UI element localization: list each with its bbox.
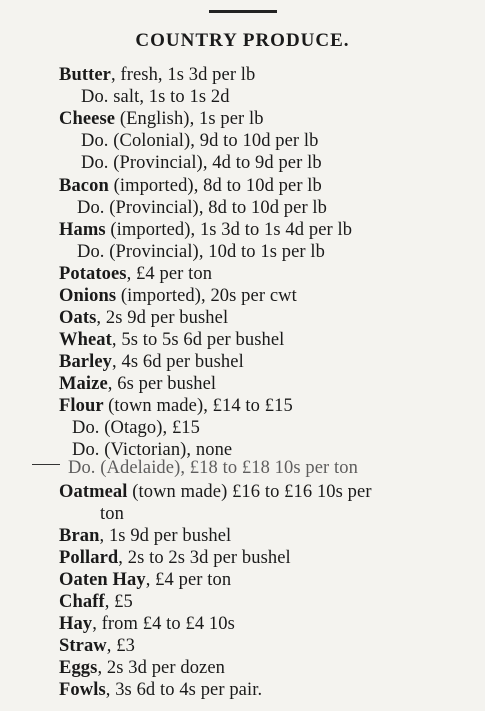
list-item: Eggs, 2s 3d per dozen [59,658,226,678]
list-item: Do. (Otago), £15 [72,418,200,438]
list-item: Do. (Colonial), 9d to 10d per lb [81,131,319,151]
item-name: Bacon [59,176,114,196]
list-item: Barley, 4s 6d per bushel [59,352,244,372]
list-item: Wheat, 5s to 5s 6d per bushel [59,330,285,350]
list-item: Cheese (English), 1s per lb [59,109,264,129]
list-item: Do. (Provincial), 4d to 9d per lb [81,153,322,173]
list-item: Hay, from £4 to £4 10s [59,614,235,634]
page-title: COUNTRY PRODUCE. [135,30,350,51]
list-item: Chaff, £5 [59,592,133,612]
list-item: Do. (Adelaide), £18 to £18 10s per ton [68,458,358,478]
list-item: Do. (Provincial), 10d to 1s per lb [77,242,325,262]
item-name: Potatoes [59,264,127,284]
item-name: Barley [59,352,113,372]
item-name: Eggs [59,658,98,678]
item-name: Hay [59,614,93,634]
list-item: ton [100,504,124,524]
list-item: Hams (imported), 1s 3d to 1s 4d per lb [59,220,353,240]
item-name: Bran [59,526,100,546]
list-item: Butter, fresh, 1s 3d per lb [59,65,256,85]
list-item: Straw, £3 [59,636,135,656]
list-item: Oaten Hay, £4 per ton [59,570,232,590]
item-name: Hams [59,220,111,240]
list-item: Bran, 1s 9d per bushel [59,526,232,546]
item-name: Onions [59,286,121,306]
list-item: Fowls, 3s 6d to 4s per pair. [59,680,263,700]
header-rule [209,10,277,13]
list-item: Flour (town made), £14 to £15 [59,396,293,416]
tear-mark [32,464,60,465]
list-item: Oatmeal (town made) £16 to £16 10s per [59,482,372,502]
list-item: Do. salt, 1s to 1s 2d [81,87,230,107]
list-item: Oats, 2s 9d per bushel [59,308,229,328]
item-name: Chaff [59,592,105,612]
list-item: Potatoes, £4 per ton [59,264,213,284]
item-name: Straw [59,636,107,656]
item-name: Butter [59,65,111,85]
item-name: Wheat [59,330,112,350]
item-name: Cheese [59,109,120,129]
item-name: Flour [59,396,109,416]
list-item: Do. (Provincial), 8d to 10d per lb [77,198,328,218]
list-item: Maize, 6s per bushel [59,374,217,394]
list-item: Pollard, 2s to 2s 3d per bushel [59,548,291,568]
item-name: Fowls [59,680,106,700]
list-item: Do. (Victorian), none [72,440,233,460]
item-name: Oaten Hay [59,570,146,590]
list-item: Bacon (imported), 8d to 10d per lb [59,176,322,196]
item-name: Maize [59,374,108,394]
item-name: Oatmeal [59,482,133,502]
item-name: Oats [59,308,97,328]
list-item: Onions (imported), 20s per cwt [59,286,297,306]
item-name: Pollard [59,548,119,568]
